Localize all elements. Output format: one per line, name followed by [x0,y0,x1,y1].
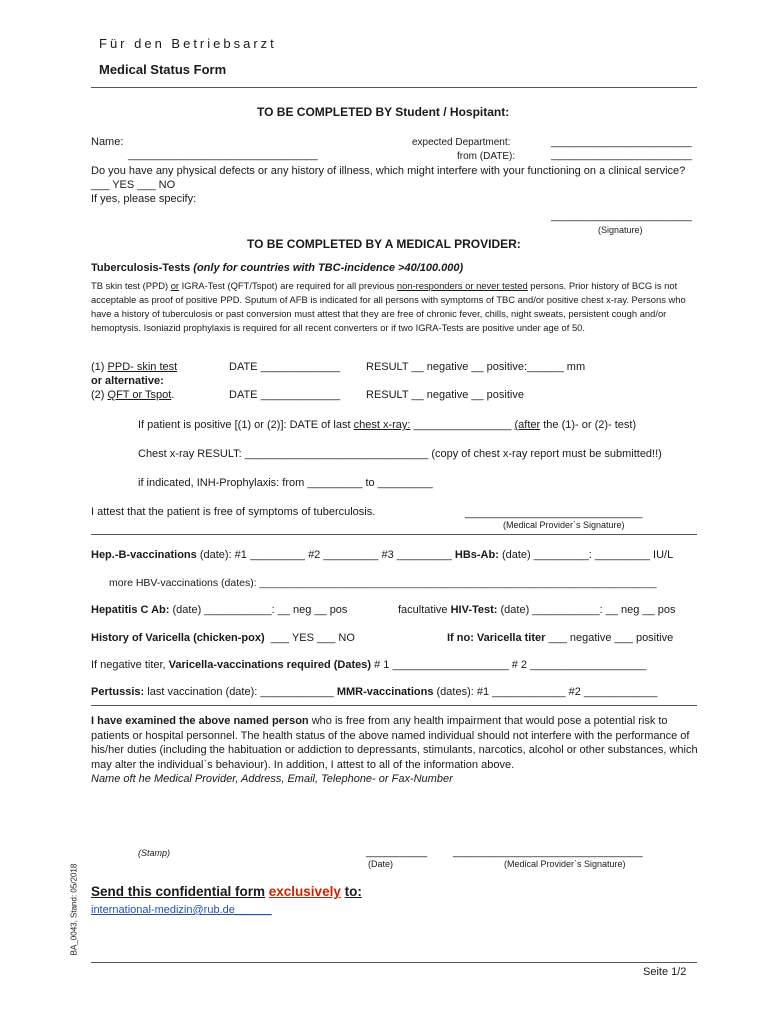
stamp-label: (Stamp) [138,848,171,858]
tb-requirements-text [91,279,703,335]
divider [91,962,697,963]
negtiter-bold: Varicella-vaccinations required (Dates) [168,659,372,671]
xray-after-underlined: (after [514,419,541,431]
mmr-bold: MMR-vaccinations [336,686,434,698]
email-trail: ______ [234,904,272,916]
varicella-titer[interactable] [447,632,673,644]
form-title: Medical Status Form [99,62,227,77]
tb-attestation: I attest that the patient is free of symptoms of tuberculosis. [91,506,376,518]
divider [91,534,697,535]
hepb-rest: (date): #1 _________ #2 _________ #3 _________ [199,549,452,561]
provider-signature-blank-2[interactable]: _______________________________ [453,846,643,858]
or-alternative: or alternative: [91,375,164,387]
student-section-heading: TO BE COMPLETED BY Student / Hospitant: [257,105,510,119]
department-label: expected Department: [412,137,511,148]
hiv-test[interactable] [398,604,675,616]
divider [91,87,697,88]
inh-prophylaxis[interactable]: if indicated, INH-Prophylaxis: from _________ to _________ [138,477,433,489]
ppd-result[interactable]: RESULT __ negative __ positive:______ mm [366,361,586,373]
pert-rest: last vaccination (date): ____________ [147,686,334,698]
varicella-rest: ___ YES ___ NO [270,632,355,644]
varicella-history[interactable] [91,632,355,644]
provider-section-heading: TO BE COMPLETED BY A MEDICAL PROVIDER: [247,237,521,251]
hepc-rest: (date) ___________: __ neg __ pos [172,604,348,616]
chest-xray-date [138,419,636,431]
varicella-vaccinations[interactable] [91,659,646,671]
signature-label: (Signature) [598,225,643,235]
more-hbv-vaccinations[interactable]: more HBV-vaccinations (dates): ____________________________________________________________________ [109,577,657,589]
pertussis-mmr[interactable] [91,686,657,698]
contact-email[interactable] [91,904,272,916]
chest-xray-result[interactable]: Chest x-ray RESULT: ______________________________ (copy of chest x-ray report must be submitted!!) [138,448,662,460]
qft-label: QFT or Tspot [107,389,172,401]
hbs-rest: (date) _________: _________ IU/L [501,549,674,561]
send-post: to: [344,884,362,899]
hepatitis-c-ab[interactable] [91,604,347,616]
date-label: (Date) [368,859,394,869]
negtiter-rest: # 1 ___________________ # 2 ___________________ [374,659,647,671]
exam-text: who is free from any health impairment that would pose a potential risk to patients or hospital personnel. The health status of the above named individual should not interfere with the performance of his/her duties (including the habituation or addiction to depressants, stimulants, narcotics, alcohol or other substances, which may alter the individual`s behaviour). In addition, I attest to all of the information above. [91,715,698,771]
titer-rest: ___ negative ___ positive [548,632,674,644]
hiv-pre: facultative [398,604,448,616]
health-question: Do you have any physical defects or any history of illness, which might interfere with your functioning on a clinical service? ___ YES ___ NO [91,165,686,191]
tb-text-or: or [170,280,180,291]
provider-signature-label-2: (Medical Provider`s Signature) [504,859,626,869]
ppd-label: PPD- skin test [107,361,178,373]
tb-text-2: IGRA-Test (QFT/Tspot) are required for all previous [181,280,395,291]
email-link[interactable]: international-medizin@rub.de [91,904,235,916]
tb-title [91,262,463,274]
provider-signature-blank-1[interactable]: _____________________________ [465,507,643,519]
hiv-rest: (date) ___________: __ neg __ pos [500,604,676,616]
hepb-vaccinations[interactable] [91,549,673,561]
name-blank[interactable]: _______________________________ [128,149,318,161]
hepc-bold: Hepatitis C Ab: [91,604,170,616]
tb-text-underlined: non-responders or never tested [396,280,528,291]
signature-blank[interactable]: _______________________ [551,210,692,222]
provider-signature-label-1: (Medical Provider`s Signature) [503,520,625,530]
mmr-rest: (dates): #1 ____________ #2 ____________ [436,686,658,698]
tb-text-1: TB skin test (PPD) [91,280,169,291]
page-header-title: Für den Betriebsarzt [99,36,277,51]
date-blank[interactable]: __________ [366,846,428,858]
xray-blank[interactable]: ________________ [413,419,512,431]
from-date-label: from (DATE): [457,151,516,162]
hbs-bold: HBs-Ab: [454,549,499,561]
send-pre: Send this confidential form [91,884,266,899]
department-blank[interactable]: _______________________ [551,136,692,148]
ppd-prefix: (1) [91,361,105,373]
send-instruction [91,884,362,899]
xray-pre: If patient is positive [(1) or (2)]: DATE of last [138,419,351,431]
pert-bold: Pertussis: [91,686,145,698]
qft-result[interactable]: RESULT __ negative __ positive [366,389,524,401]
from-date-blank[interactable]: _______________________ [551,149,692,161]
examination-statement [91,714,701,772]
qft-prefix: (2) [91,389,105,401]
xray-after: the (1)- or (2)- test) [543,419,637,431]
ppd-test-label [91,361,177,373]
titer-bold: If no: Varicella titer [447,632,546,644]
varicella-bold: History of Varicella (chicken-pox) [91,632,265,644]
qft-dot: . [171,389,175,401]
divider [91,705,697,706]
tb-title-italic: (only for countries with TBC-incidence >40/100.000) [193,262,464,274]
provider-details-line: Name oft he Medical Provider, Address, Email, Telephone- or Fax-Number [91,773,453,785]
hepb-bold: Hep.-B-vaccinations [91,549,197,561]
document-code: BA_0043, Stand: 05/2018 [69,863,79,956]
name-label: Name: [91,136,124,148]
send-exclusively: exclusively [268,884,341,899]
ppd-date[interactable]: DATE _____________ [229,361,341,373]
exam-bold: I have examined the above named person [91,715,309,727]
qft-date[interactable]: DATE _____________ [229,389,341,401]
qft-test-label [91,389,174,401]
tb-text-3: persons. Prior history of BCG is not acceptable as proof of positive PPD. Sputum of AFB is indicated for all persons with symptoms of TBC and/or positive chest x-ray. Persons who have a history of tuberculosis or past conversion must attest that they are free of chronic fever, chills, night sweats, persistent cough and/or hemoptysis. Isoniazid prophylaxis is required for all recent converters or if two IGRA-Tests are positive under age of 50. [91,280,686,333]
negtiter-pre: If negative titer, [91,659,166,671]
page-number: Seite 1/2 [643,966,687,978]
hiv-bold: HIV-Test: [450,604,498,616]
xray-underlined: chest x-ray: [353,419,411,431]
if-yes-specify: If yes, please specify: [91,193,197,205]
tb-title-bold: Tuberculosis-Tests [91,262,191,274]
